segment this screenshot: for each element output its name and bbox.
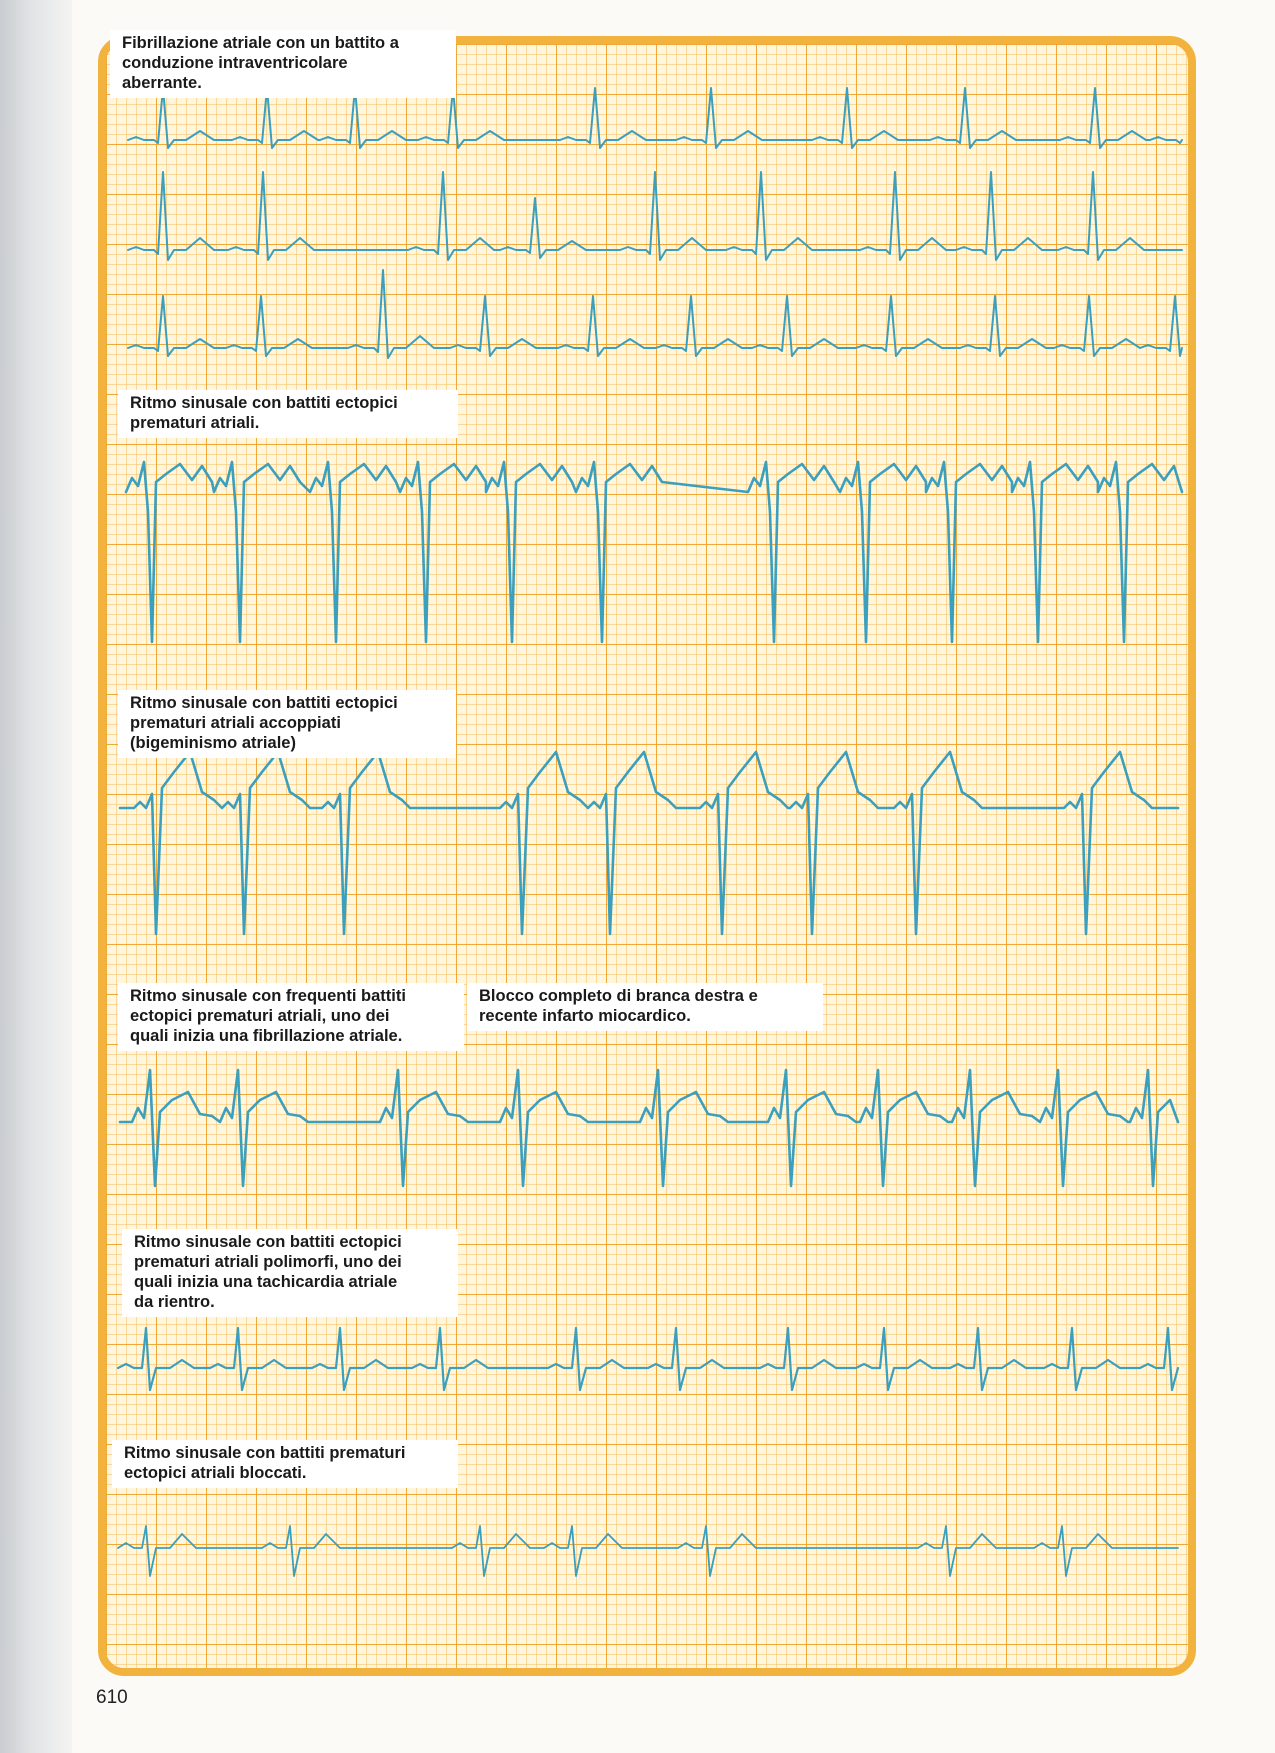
page-number: 610: [96, 1687, 128, 1708]
ecg-trace-8: [118, 1526, 1178, 1576]
caption-right-bundle-branch-block: Blocco completo di branca destra e recente infarto miocardico.: [467, 983, 823, 1031]
ecg-trace-3: [128, 270, 1182, 358]
caption-frequent-pac-fibrillation: Ritmo sinusale con frequenti battiti ectopici prematuri atriali, uno dei quali inizia una fibrillazione atriale.: [118, 983, 464, 1051]
ecg-trace-2: [128, 172, 1182, 260]
caption-sinus-premature-atrial: Ritmo sinusale con battiti ectopici prematuri atriali.: [118, 390, 458, 438]
ecg-trace-6: [120, 1070, 1178, 1186]
caption-polymorphic-pac-tachycardia: Ritmo sinusale con battiti ectopici prematuri atriali polimorfi, uno dei quali inizia una tachicardia atriale da rientro.: [122, 1229, 458, 1317]
caption-atrial-bigeminy: Ritmo sinusale con battiti ectopici prematuri atriali accoppiati (bigeminismo atriale): [118, 690, 456, 758]
ecg-trace-7: [118, 1328, 1178, 1390]
ecg-trace-5: [120, 752, 1178, 934]
caption-blocked-pac: Ritmo sinusale con battiti prematuri ectopici atriali bloccati.: [112, 1440, 458, 1488]
caption-atrial-fibrillation-aberrant: Fibrillazione atriale con un battito a conduzione intraventricolare aberrante.: [110, 30, 456, 98]
ecg-trace-4: [126, 462, 1182, 642]
